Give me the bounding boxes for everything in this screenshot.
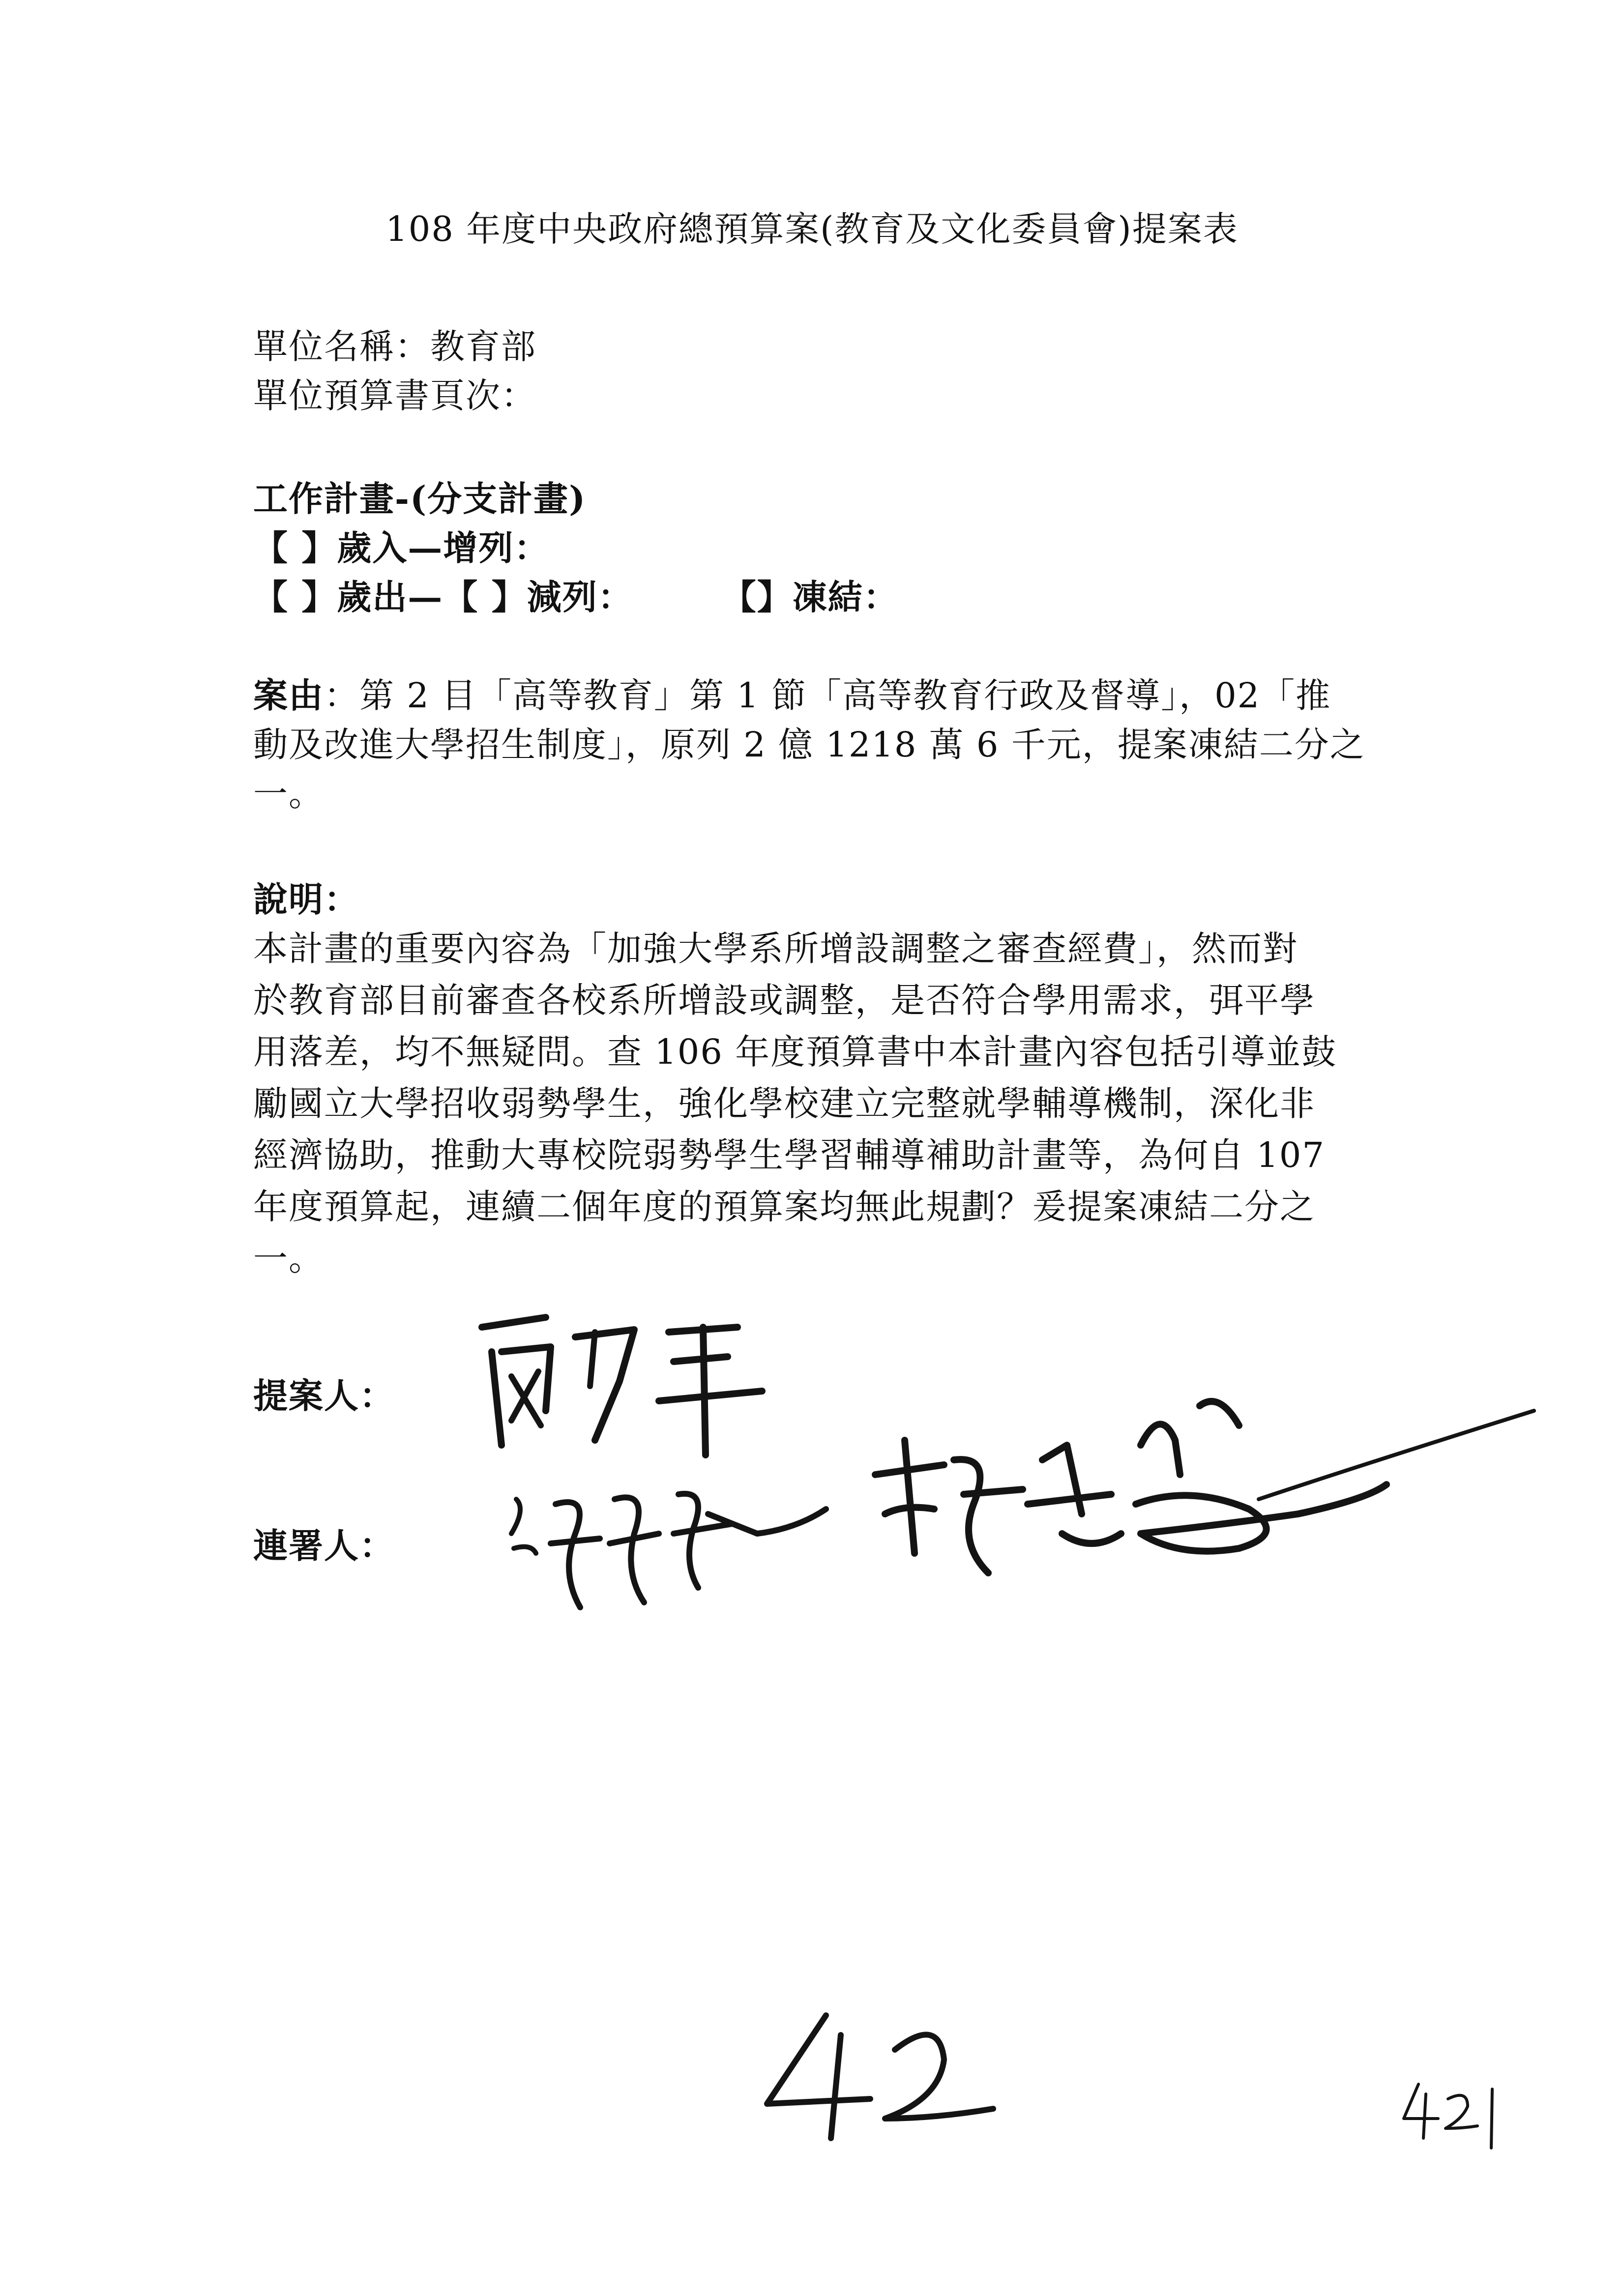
unit-name: 單位名稱：教育部 [253, 326, 536, 367]
proposer-label: 提案人： [253, 1375, 395, 1416]
case-reason-line-3: 一。 [253, 774, 324, 814]
explanation-line-4: 勵國立大學招收弱勢學生，強化學校建立完整就學輔導機制，深化非 [253, 1083, 1315, 1124]
explanation-line-2: 於教育部目前審查各校系所增設或調整，是否符合學用需求，弭平學 [253, 980, 1315, 1020]
explanation-line-7: 一。 [253, 1238, 324, 1279]
unit-budget-page: 單位預算書頁次： [253, 376, 536, 416]
corner-number-handwritten [1399, 2079, 1512, 2153]
cosigner-label: 連署人： [253, 1525, 395, 1566]
expenditure-line [253, 573, 899, 622]
explanation-line-1: 本計畫的重要內容為「加強大學系所增設調整之審查經費」，然而對 [253, 929, 1298, 969]
case-reason-line-1: 案由：第 2 目「高等教育」第 1 節「高等教育行政及督導」，02「推 [253, 675, 1331, 716]
explanation-line-3: 用落差，均不無疑問。查 106 年度預算書中本計畫內容包括引導並鼓 [253, 1032, 1337, 1072]
case-reason-line-2: 動及改進大學招生制度」，原列 2 億 1218 萬 6 千元，提案凍結二分之 [253, 725, 1365, 765]
page-number-handwritten [757, 2005, 1013, 2148]
expenditure-freeze: 【】凍結： [721, 577, 899, 617]
work-plan: 工作計畫-(分支計畫) [253, 478, 587, 519]
case-reason-label: 案由 [253, 675, 324, 716]
cosigner-signatures [502, 1386, 1544, 1661]
explanation-line-5: 經濟協助，推動大專校院弱勢學生學習輔導補助計畫等，為何自 107 [253, 1135, 1325, 1175]
explanation-line-6: 年度預算起，連續二個年度的預算案均無此規劃？爰提案凍結二分之 [253, 1187, 1315, 1227]
explanation-label: 說明： [253, 879, 359, 920]
revenue-line: 【 】歲入—增列： [253, 527, 550, 568]
document-title: 108 年度中央政府總預算案(教育及文化委員會)提案表 [385, 209, 1239, 249]
expenditure-reduce: 【 】歲出—【 】減列： [253, 577, 633, 617]
